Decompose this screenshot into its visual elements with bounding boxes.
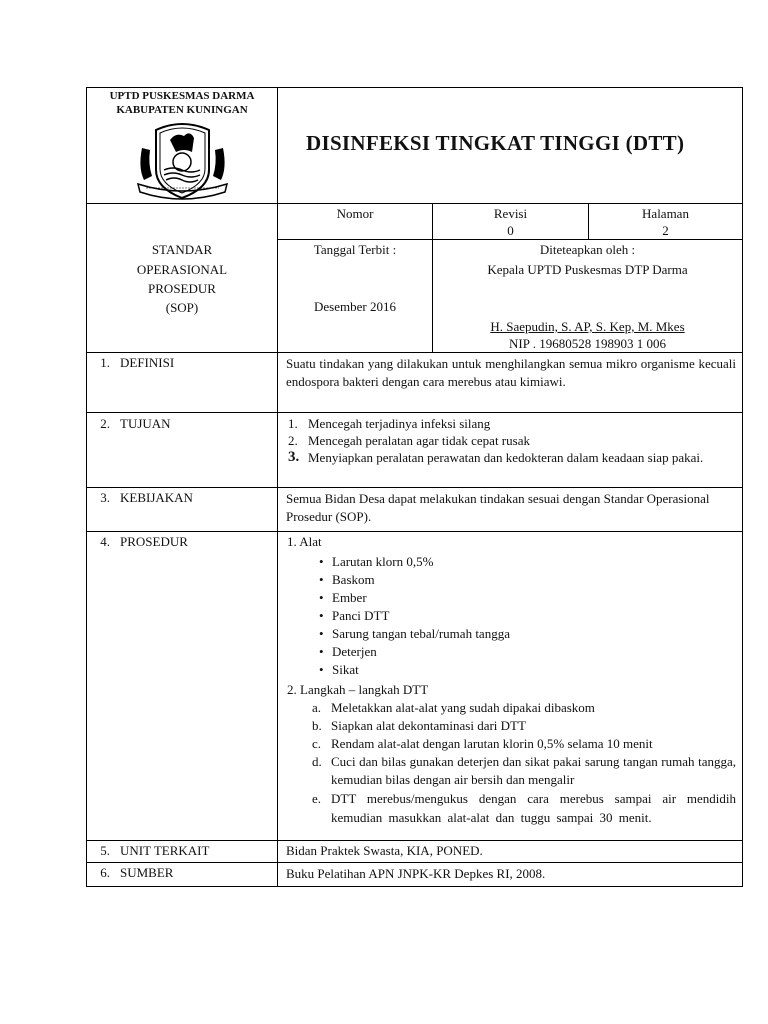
section-label-definisi — [88, 354, 174, 371]
list-item — [312, 735, 736, 753]
row-divider — [277, 239, 743, 240]
revisi-label: Revisi — [493, 206, 528, 221]
list-item-text: Menyiapkan peralatan perawatan dan kedokteran dalam keadaan siap pakai. — [308, 450, 704, 465]
langkah-heading: 2. Langkah – langkah DTT — [287, 682, 429, 697]
unit-terkait-text: Bidan Praktek Swasta, KIA, PONED. — [286, 843, 483, 858]
row-divider — [86, 862, 743, 863]
list-item: • Baskom — [332, 571, 510, 589]
section-label: PROSEDUR — [120, 534, 188, 549]
revisi-value: 0 — [507, 223, 514, 238]
section-label: KEBIJAKAN — [120, 490, 193, 505]
nomor-label: Nomor — [336, 206, 374, 221]
kebijakan-text: Semua Bidan Desa dapat melakukan tindakan sesuai dengan Standar Operasional Prosedur (SOP). — [286, 491, 710, 524]
section-number: 2. — [100, 416, 110, 431]
section-label-sumber — [88, 864, 173, 881]
section-number: 1. — [100, 355, 110, 370]
table-border-right — [742, 87, 743, 887]
section-number: 5. — [100, 843, 110, 858]
list-item — [288, 449, 736, 466]
list-item-text: Siapkan alat dekontaminasi dari DTT — [331, 718, 526, 733]
section-label: TUJUAN — [120, 416, 171, 431]
list-item-text: DTT merebus/mengukus dengan cara merebus sampai air mendidih kemudian masukkan alat-alat dan tuggu sampai 30 menit. — [331, 791, 736, 825]
list-item-number: 1. — [288, 416, 298, 431]
list-item-number: 2. — [288, 433, 298, 448]
sop-label-line1: STANDAR — [151, 242, 213, 257]
row-divider — [86, 412, 743, 413]
sop-label-line4: (SOP) — [165, 300, 199, 315]
section-number: 6. — [100, 865, 110, 880]
section-label-kebijakan — [88, 489, 193, 506]
ditetapkan-by: Kepala UPTD Puskesmas DTP Darma — [487, 262, 688, 277]
section-number: 3. — [100, 490, 110, 505]
list-item-letter: d. — [312, 754, 322, 769]
langkah-list — [312, 699, 736, 827]
sop-label-line3: PROSEDUR — [148, 281, 216, 296]
list-item — [288, 432, 736, 449]
section-label: DEFINISI — [120, 355, 175, 370]
list-item — [312, 699, 736, 717]
row-divider — [86, 531, 743, 532]
list-item: • Sikat — [332, 661, 510, 679]
list-item-letter: b. — [312, 718, 322, 733]
row-divider — [86, 352, 743, 353]
tujuan-list — [288, 415, 736, 466]
list-item — [312, 717, 736, 735]
sumber-text: Buku Pelatihan APN JNPK-KR Depkes RI, 2008. — [286, 866, 546, 881]
list-item-text: Mencegah peralatan agar tidak cepat rusak — [308, 433, 530, 448]
row-divider — [86, 840, 743, 841]
kuningan-regency-emblem-icon — [136, 118, 229, 204]
list-item-text: Cuci dan bilas gunakan deterjen dan sikat pakai sarung tangan rumah tangga, kemudian bilas dengan air bersih dan mengalir — [331, 754, 736, 787]
definisi-text: Suatu tindakan yang dilakukan untuk menghilangkan semua mikro organisme kecuali endospora bakteri dengan cara merebus atau kimiawi. — [286, 356, 736, 389]
list-item-text: Rendam alat-alat dengan larutan klorin 0,5% selama 10 menit — [331, 736, 653, 751]
signer-name: H. Saepudin, S. AP, S. Kep, M. Mkes — [490, 319, 685, 334]
list-item: • Larutan klorn 0,5% — [332, 553, 510, 571]
section-number: 4. — [100, 534, 110, 549]
org-name-line1: UPTD PUSKESMAS DARMA — [109, 90, 255, 102]
table-border-top — [86, 87, 743, 88]
tanggal-value: Desember 2016 — [314, 299, 396, 314]
table-border-left — [86, 87, 87, 887]
halaman-label: Halaman — [642, 206, 689, 221]
list-item-letter: a. — [312, 700, 322, 715]
list-item-text: Meletakkan alat-alat yang sudah dipakai dibaskom — [331, 700, 595, 715]
signer-nip: NIP . 19680528 198903 1 006 — [509, 336, 666, 351]
section-label: UNIT TERKAIT — [120, 843, 210, 858]
document-title: DISINFEKSI TINGKAT TINGGI (DTT) — [306, 131, 685, 155]
list-item-letter: e. — [312, 791, 322, 806]
list-item-text: Mencegah terjadinya infeksi silang — [308, 416, 491, 431]
ditetapkan-label: Diteteapkan oleh : — [539, 242, 636, 257]
list-item — [312, 753, 736, 789]
table-border-bottom — [86, 886, 743, 887]
list-item-letter: c. — [312, 736, 322, 751]
alat-heading: 1. Alat — [287, 534, 322, 549]
list-item: • Ember — [332, 589, 510, 607]
list-item: • Panci DTT — [332, 607, 510, 625]
section-label-tujuan — [88, 415, 171, 432]
section-label: SUMBER — [120, 865, 174, 880]
section-label-prosedur — [88, 533, 188, 550]
tanggal-label: Tanggal Terbit : — [313, 242, 397, 257]
alat-list — [332, 553, 510, 679]
list-item — [312, 789, 736, 827]
list-item — [288, 415, 736, 432]
row-divider — [86, 487, 743, 488]
sop-label-line2: OPERASIONAL — [136, 262, 228, 277]
list-item: • Sarung tangan tebal/rumah tangga — [332, 625, 510, 643]
list-item: • Deterjen — [332, 643, 510, 661]
list-item-number: 3. — [288, 449, 300, 465]
section-label-unit-terkait — [88, 842, 209, 859]
halaman-value: 2 — [662, 223, 669, 238]
org-name-line2: KABUPATEN KUNINGAN — [116, 104, 248, 116]
